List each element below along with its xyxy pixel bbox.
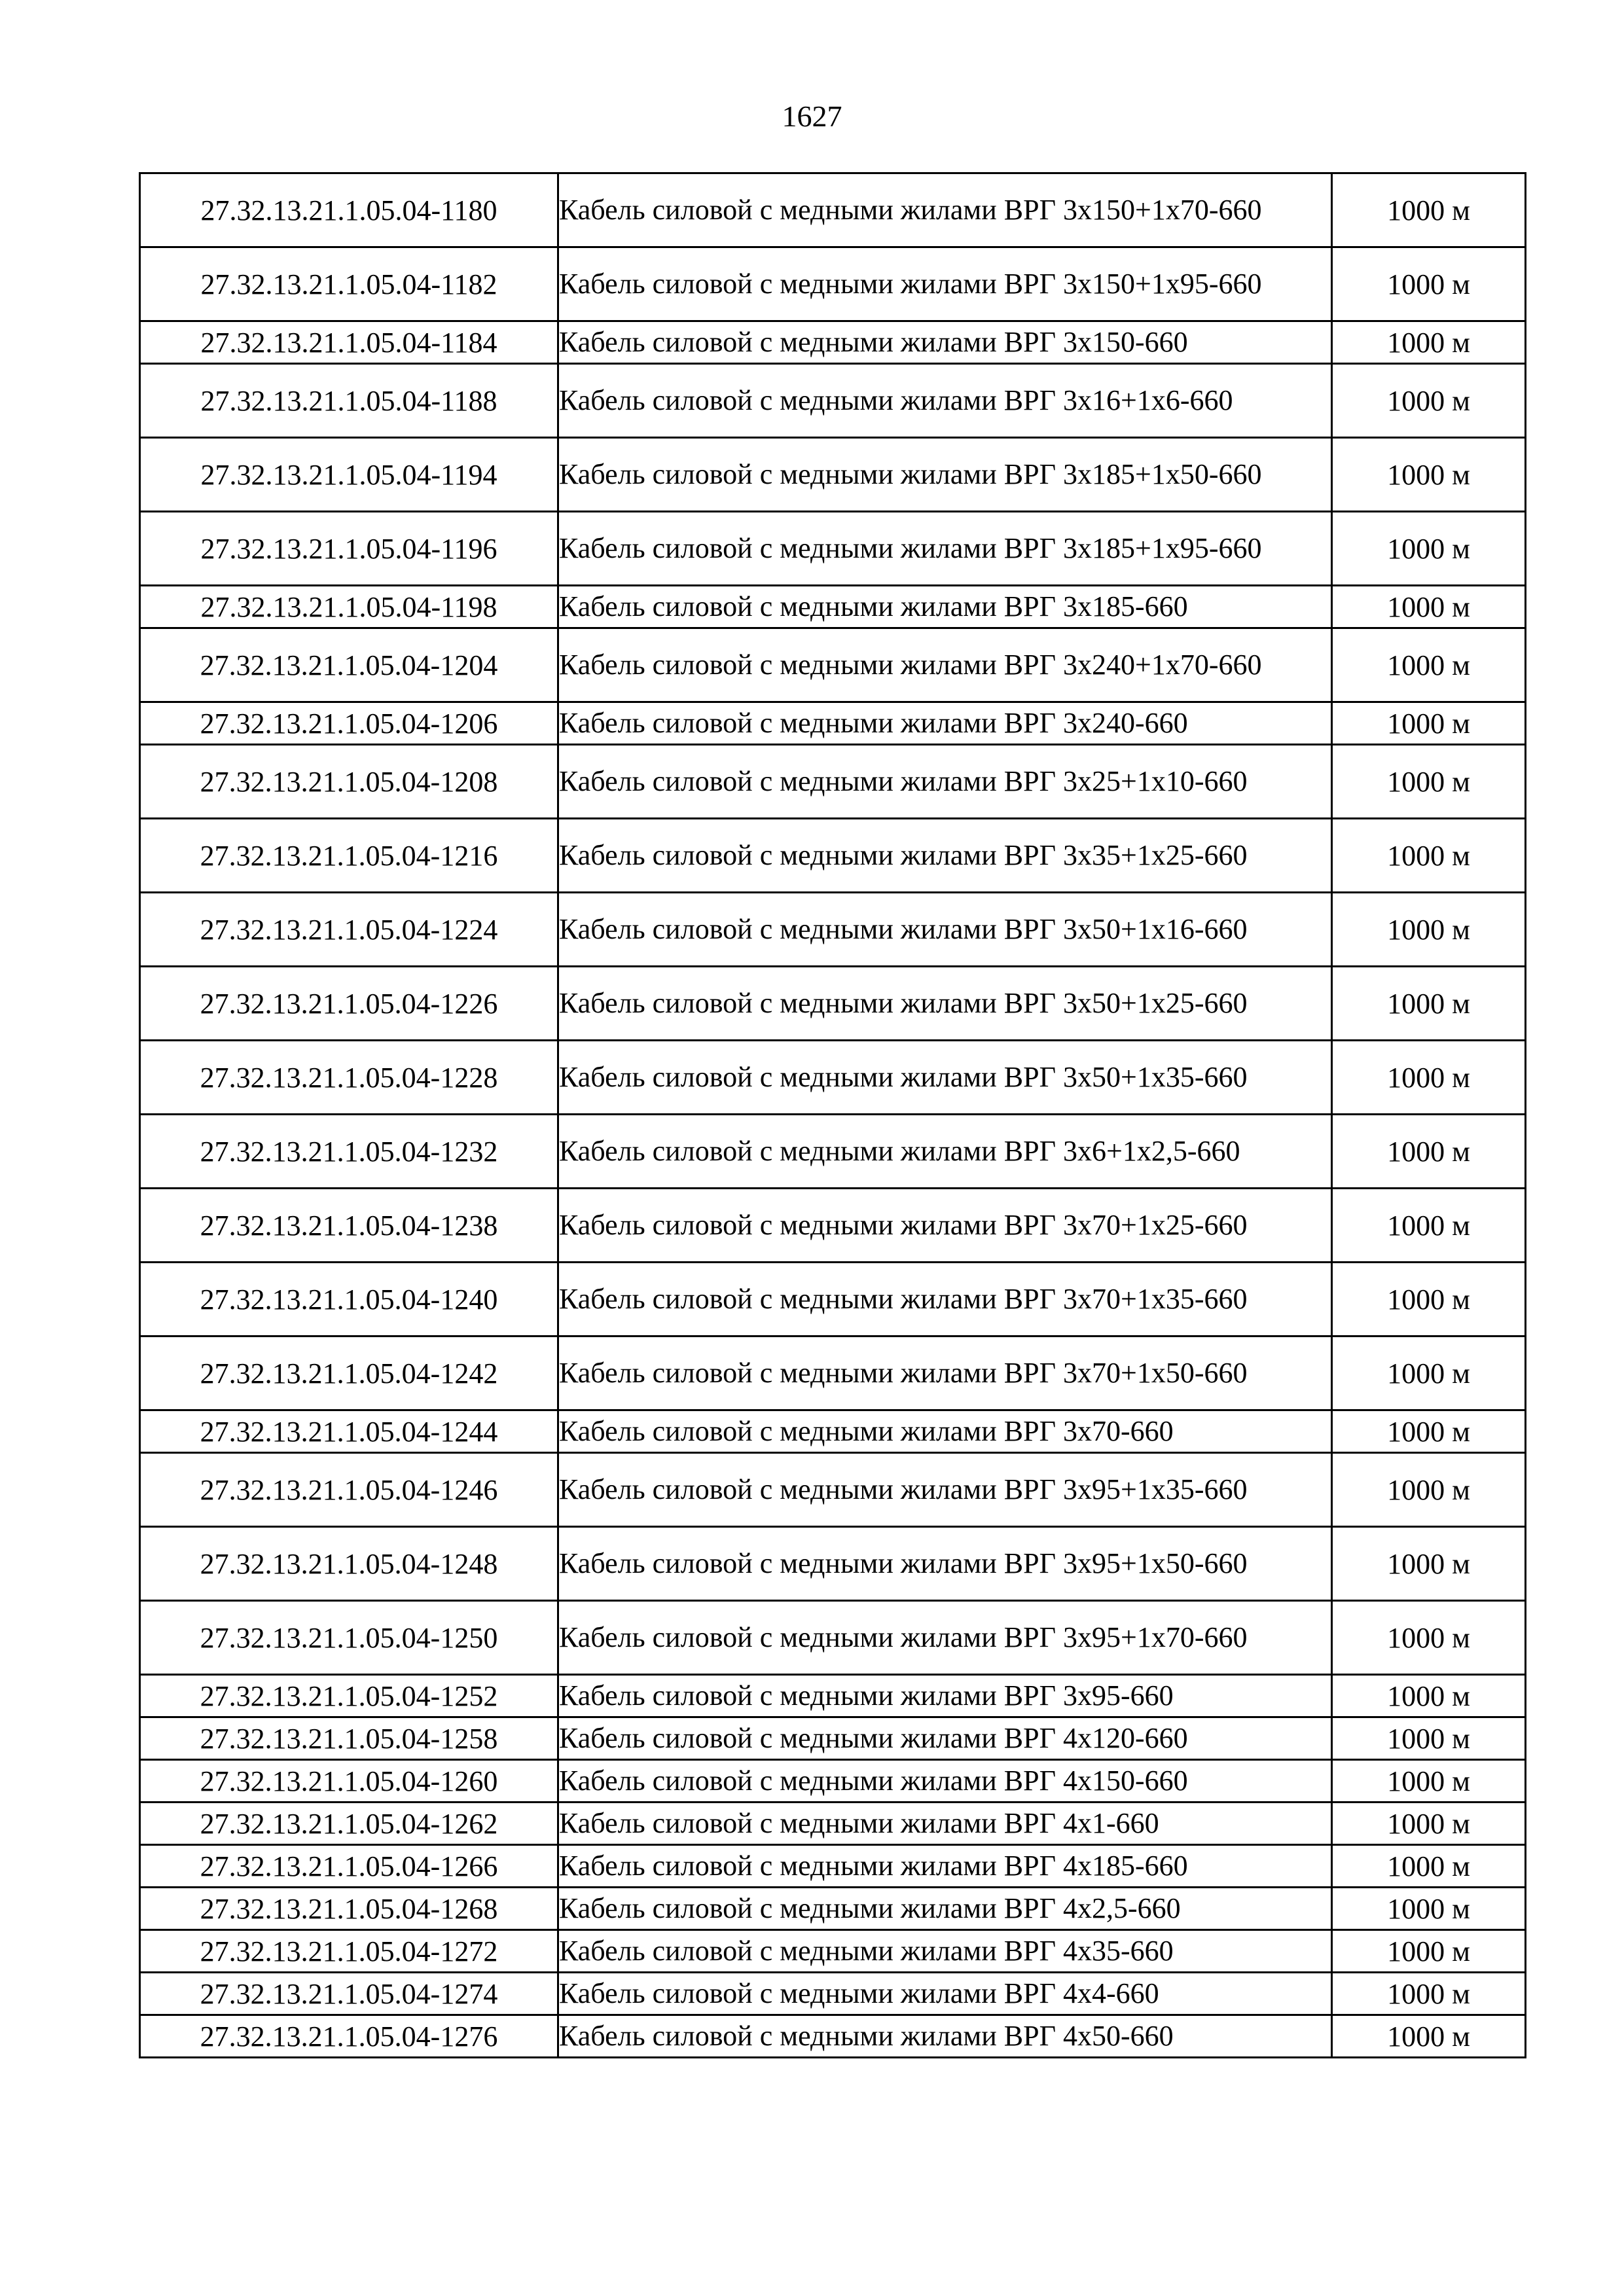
table-row	[140, 321, 1526, 364]
table-row	[140, 1336, 1526, 1410]
unit-cell: 1000 м	[1332, 1336, 1526, 1410]
unit-cell: 1000 м	[1332, 893, 1526, 967]
resource-code-cell: 27.32.13.21.1.05.04-1240	[140, 1263, 558, 1336]
table-row	[140, 893, 1526, 967]
resource-code-cell: 27.32.13.21.1.05.04-1238	[140, 1189, 558, 1263]
resource-code-cell: 27.32.13.21.1.05.04-1232	[140, 1115, 558, 1189]
resource-code-cell: 27.32.13.21.1.05.04-1244	[140, 1410, 558, 1453]
table-row	[140, 1410, 1526, 1453]
resource-name-cell: Кабель силовой с медными жилами ВРГ 3х35+1х25-660	[558, 819, 1332, 893]
resource-code-cell: 27.32.13.21.1.05.04-1196	[140, 512, 558, 586]
table-row	[140, 1717, 1526, 1760]
resource-name-cell: Кабель силовой с медными жилами ВРГ 3х185-660	[558, 586, 1332, 628]
page-number: 1627	[782, 99, 842, 133]
resource-name-cell: Кабель силовой с медными жилами ВРГ 3х95-660	[558, 1675, 1332, 1717]
resource-name-cell: Кабель силовой с медными жилами ВРГ 3х150+1х70-660	[558, 173, 1332, 247]
resource-code-cell: 27.32.13.21.1.05.04-1252	[140, 1675, 558, 1717]
resource-name-cell: Кабель силовой с медными жилами ВРГ 3х240+1х70-660	[558, 628, 1332, 702]
resource-name-cell: Кабель силовой с медными жилами ВРГ 4х50-660	[558, 2015, 1332, 2058]
resource-code-cell: 27.32.13.21.1.05.04-1180	[140, 173, 558, 247]
table-row	[140, 586, 1526, 628]
table-row	[140, 628, 1526, 702]
resource-code-cell: 27.32.13.21.1.05.04-1194	[140, 438, 558, 512]
unit-cell: 1000 м	[1332, 247, 1526, 321]
unit-cell: 1000 м	[1332, 1930, 1526, 1973]
resource-code-cell: 27.32.13.21.1.05.04-1266	[140, 1845, 558, 1888]
resource-name-cell: Кабель силовой с медными жилами ВРГ 3х70-660	[558, 1410, 1332, 1453]
unit-cell: 1000 м	[1332, 1189, 1526, 1263]
table-row	[140, 1115, 1526, 1189]
table-row	[140, 1041, 1526, 1115]
resource-code-cell: 27.32.13.21.1.05.04-1188	[140, 364, 558, 438]
table-row	[140, 1453, 1526, 1527]
resource-code-cell: 27.32.13.21.1.05.04-1206	[140, 702, 558, 745]
resource-code-cell: 27.32.13.21.1.05.04-1216	[140, 819, 558, 893]
unit-cell: 1000 м	[1332, 1601, 1526, 1675]
table-row	[140, 1189, 1526, 1263]
resource-code-cell: 27.32.13.21.1.05.04-1228	[140, 1041, 558, 1115]
resource-code-cell: 27.32.13.21.1.05.04-1242	[140, 1336, 558, 1410]
table-row	[140, 1675, 1526, 1717]
table-row	[140, 1930, 1526, 1973]
unit-cell: 1000 м	[1332, 1888, 1526, 1930]
resource-name-cell: Кабель силовой с медными жилами ВРГ 3х95+1х70-660	[558, 1601, 1332, 1675]
resource-code-cell: 27.32.13.21.1.05.04-1224	[140, 893, 558, 967]
resource-name-cell: Кабель силовой с медными жилами ВРГ 4х4-660	[558, 1973, 1332, 2015]
unit-cell: 1000 м	[1332, 1041, 1526, 1115]
resource-code-cell: 27.32.13.21.1.05.04-1226	[140, 967, 558, 1041]
resource-code-cell: 27.32.13.21.1.05.04-1248	[140, 1527, 558, 1601]
unit-cell: 1000 м	[1332, 1803, 1526, 1845]
unit-cell: 1000 м	[1332, 745, 1526, 819]
unit-cell: 1000 м	[1332, 1263, 1526, 1336]
table-row	[140, 1803, 1526, 1845]
table-row	[140, 173, 1526, 247]
resource-code-cell: 27.32.13.21.1.05.04-1262	[140, 1803, 558, 1845]
resource-code-cell: 27.32.13.21.1.05.04-1272	[140, 1930, 558, 1973]
resource-code-cell: 27.32.13.21.1.05.04-1184	[140, 321, 558, 364]
unit-cell: 1000 м	[1332, 1845, 1526, 1888]
table-row	[140, 364, 1526, 438]
resource-name-cell: Кабель силовой с медными жилами ВРГ 3х70+1х25-660	[558, 1189, 1332, 1263]
resource-name-cell: Кабель силовой с медными жилами ВРГ 3х16+1х6-660	[558, 364, 1332, 438]
resource-name-cell: Кабель силовой с медными жилами ВРГ 3х150+1х95-660	[558, 247, 1332, 321]
resource-code-cell: 27.32.13.21.1.05.04-1258	[140, 1717, 558, 1760]
resource-code-cell: 27.32.13.21.1.05.04-1268	[140, 1888, 558, 1930]
resource-name-cell: Кабель силовой с медными жилами ВРГ 4х185-660	[558, 1845, 1332, 1888]
unit-cell: 1000 м	[1332, 173, 1526, 247]
unit-cell: 1000 м	[1332, 628, 1526, 702]
table-row	[140, 745, 1526, 819]
resource-code-cell: 27.32.13.21.1.05.04-1276	[140, 2015, 558, 2058]
resource-name-cell: Кабель силовой с медными жилами ВРГ 3х70+1х50-660	[558, 1336, 1332, 1410]
resource-name-cell: Кабель силовой с медными жилами ВРГ 3х185+1х50-660	[558, 438, 1332, 512]
resource-name-cell: Кабель силовой с медными жилами ВРГ 3х6+1х2,5-660	[558, 1115, 1332, 1189]
table-row	[140, 2015, 1526, 2058]
unit-cell: 1000 м	[1332, 1453, 1526, 1527]
resource-name-cell: Кабель силовой с медными жилами ВРГ 3х70+1х35-660	[558, 1263, 1332, 1336]
table-row	[140, 247, 1526, 321]
resource-code-cell: 27.32.13.21.1.05.04-1208	[140, 745, 558, 819]
table-row	[140, 1601, 1526, 1675]
unit-cell: 1000 м	[1332, 2015, 1526, 2058]
table-row	[140, 702, 1526, 745]
unit-cell: 1000 м	[1332, 967, 1526, 1041]
table-row	[140, 967, 1526, 1041]
unit-cell: 1000 м	[1332, 702, 1526, 745]
unit-cell: 1000 м	[1332, 1115, 1526, 1189]
unit-cell: 1000 м	[1332, 1410, 1526, 1453]
resource-code-cell: 27.32.13.21.1.05.04-1246	[140, 1453, 558, 1527]
unit-cell: 1000 м	[1332, 1760, 1526, 1803]
unit-cell: 1000 м	[1332, 819, 1526, 893]
unit-cell: 1000 м	[1332, 438, 1526, 512]
resource-name-cell: Кабель силовой с медными жилами ВРГ 3х150-660	[558, 321, 1332, 364]
resource-table	[139, 172, 1526, 2058]
table-row	[140, 1845, 1526, 1888]
table-row	[140, 819, 1526, 893]
resource-code-cell: 27.32.13.21.1.05.04-1204	[140, 628, 558, 702]
resource-code-cell: 27.32.13.21.1.05.04-1250	[140, 1601, 558, 1675]
resource-name-cell: Кабель силовой с медными жилами ВРГ 3х95+1х35-660	[558, 1453, 1332, 1527]
table-row	[140, 1888, 1526, 1930]
unit-cell: 1000 м	[1332, 1675, 1526, 1717]
resource-name-cell: Кабель силовой с медными жилами ВРГ 3х50+1х35-660	[558, 1041, 1332, 1115]
resource-code-cell: 27.32.13.21.1.05.04-1198	[140, 586, 558, 628]
resource-name-cell: Кабель силовой с медными жилами ВРГ 4х2,5-660	[558, 1888, 1332, 1930]
table-row	[140, 438, 1526, 512]
resource-name-cell: Кабель силовой с медными жилами ВРГ 3х240-660	[558, 702, 1332, 745]
table-row	[140, 1527, 1526, 1601]
resource-name-cell: Кабель силовой с медными жилами ВРГ 3х95+1х50-660	[558, 1527, 1332, 1601]
table-row	[140, 512, 1526, 586]
resource-name-cell: Кабель силовой с медными жилами ВРГ 3х185+1х95-660	[558, 512, 1332, 586]
unit-cell: 1000 м	[1332, 1717, 1526, 1760]
table-row	[140, 1263, 1526, 1336]
table-row	[140, 1760, 1526, 1803]
unit-cell: 1000 м	[1332, 512, 1526, 586]
unit-cell: 1000 м	[1332, 1973, 1526, 2015]
resource-code-cell: 27.32.13.21.1.05.04-1274	[140, 1973, 558, 2015]
unit-cell: 1000 м	[1332, 321, 1526, 364]
resource-name-cell: Кабель силовой с медными жилами ВРГ 3х50+1х25-660	[558, 967, 1332, 1041]
resource-name-cell: Кабель силовой с медными жилами ВРГ 4х150-660	[558, 1760, 1332, 1803]
table-body	[140, 173, 1526, 2058]
resource-name-cell: Кабель силовой с медными жилами ВРГ 4х1-660	[558, 1803, 1332, 1845]
resource-name-cell: Кабель силовой с медными жилами ВРГ 4х35-660	[558, 1930, 1332, 1973]
unit-cell: 1000 м	[1332, 364, 1526, 438]
resource-code-cell: 27.32.13.21.1.05.04-1182	[140, 247, 558, 321]
resource-name-cell: Кабель силовой с медными жилами ВРГ 3х25+1х10-660	[558, 745, 1332, 819]
unit-cell: 1000 м	[1332, 1527, 1526, 1601]
table-row	[140, 1973, 1526, 2015]
unit-cell: 1000 м	[1332, 586, 1526, 628]
resource-code-cell: 27.32.13.21.1.05.04-1260	[140, 1760, 558, 1803]
resource-name-cell: Кабель силовой с медными жилами ВРГ 4х120-660	[558, 1717, 1332, 1760]
resource-name-cell: Кабель силовой с медными жилами ВРГ 3х50+1х16-660	[558, 893, 1332, 967]
